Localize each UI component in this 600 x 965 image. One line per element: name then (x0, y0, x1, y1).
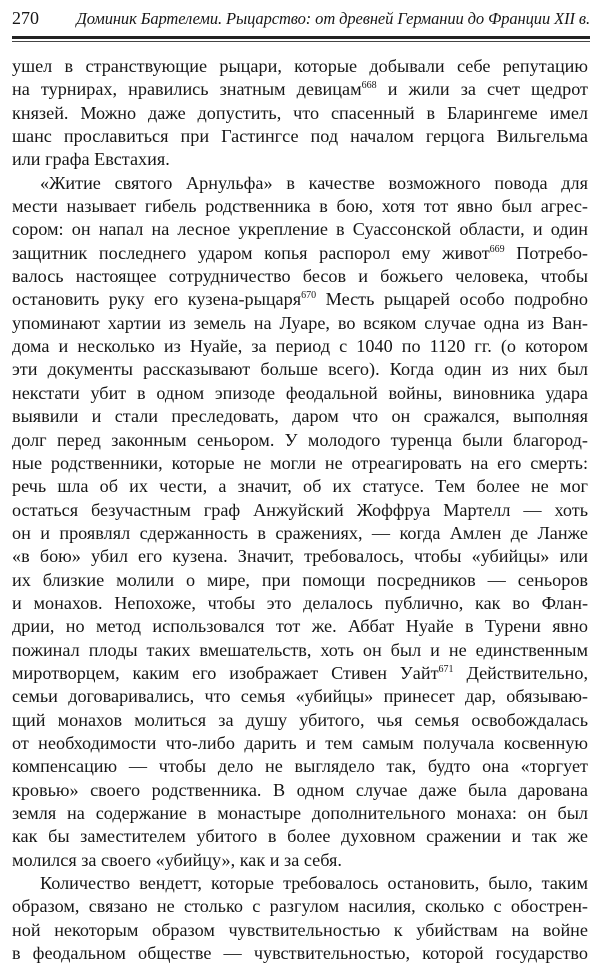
line-text: ной некоторым образом чувствительностью к убийствам на войне (12, 919, 588, 940)
line-text: их близкие молили о мире, при помощи посредников — сеньоров (12, 569, 588, 590)
line-text: в феодальном обществе — чувствительностью, которой государство (12, 943, 588, 964)
line-text: остановить руку его кузена-рыцаря (12, 289, 302, 310)
line-text: или графа Евстахия. (12, 149, 170, 170)
line-text: упоминают хартии из земель на Луаре, во всяком случае одна из Ван- (12, 312, 588, 333)
text-line (12, 685, 588, 708)
body-text (12, 55, 588, 965)
line-text: речь шла об их чести, а значит, об их статусе. Тем более не мог (12, 476, 588, 497)
line-text: щий монахов молиться за душу убитого, чья семья освобождалась (12, 709, 588, 730)
line-text-continued: и жили за счет щедрот (376, 79, 588, 100)
line-text: на турнирах, нравились знатным девицам (12, 79, 362, 100)
line-text-continued: Месть рыцарей особо подробно (316, 289, 588, 310)
text-line (12, 429, 588, 452)
text-line (12, 849, 588, 872)
text-line (12, 615, 588, 638)
text-line (12, 802, 588, 825)
line-text: Количество вендетт, которые требовалось остановить, было, таким (40, 873, 588, 894)
text-line (12, 218, 588, 241)
line-text: как бы заместителем убитого в более духовном сражении и так же (12, 826, 588, 847)
text-line (12, 732, 588, 755)
line-text: дома и несколько из Нуайе, за период с 1040 по 1120 гг. (о котором (12, 336, 588, 357)
text-line (12, 265, 588, 288)
line-text: от необходимости что-либо дарить и тем самым получала косвенную (12, 732, 588, 753)
line-text-continued: Действительно, (453, 662, 588, 683)
line-text: миротворцем, каким его изображает Стивен Уайт (12, 662, 439, 683)
line-text-continued: Потребо- (504, 242, 588, 263)
text-line (12, 195, 588, 218)
line-text: шанс прославиться при Гастингсе под началом герцога Вильгельма (12, 126, 588, 147)
text-line (12, 919, 588, 942)
text-line (12, 125, 588, 148)
line-text: пожинал плоды таких вмешательств, хоть он был и не единственным (12, 639, 588, 660)
text-line (12, 779, 588, 802)
line-text: дрии, но метод использовался тот же. Аббат Нуайе в Турени явно (12, 616, 588, 637)
footnote-ref: 670 (301, 290, 317, 302)
text-line (12, 709, 588, 732)
text-line (12, 452, 588, 475)
line-text: защитник последнего ударом копья распорол ему живот (12, 242, 490, 263)
text-line (12, 872, 588, 895)
text-line (12, 312, 588, 335)
text-line (12, 639, 588, 662)
line-text: князей. Можно даже допустить, что спасенный в Бларингеме имел (12, 102, 588, 123)
header-rule-thin (12, 41, 590, 42)
page-number: 270 (12, 8, 39, 28)
line-text: кровью» своего родственника. В одном случае даже была дарована (12, 779, 588, 800)
line-text: земля на содержание в монастыре дополнительного монаха: он был (12, 803, 588, 823)
line-text: «Житие святого Арнульфа» в качестве возможного повода для (40, 172, 588, 193)
line-text: долг перед законным сеньором. У молодого туренца были благород- (12, 429, 588, 450)
text-line (12, 545, 588, 568)
line-text: компенсацию — чтобы дело не выглядело так, будто она «торгует (12, 756, 588, 777)
line-text: и монахов. Непохоже, чтобы это делалось публично, как во Флан- (12, 592, 588, 613)
footnote-ref: 669 (489, 243, 505, 255)
page-header (12, 6, 590, 32)
text-line (12, 895, 588, 918)
line-text: он и проявлял сдержанность в сражениях, — когда Амлен де Ланже (12, 522, 588, 543)
text-line (12, 569, 588, 592)
text-line (12, 405, 588, 428)
line-text: валось настоящее сотрудничество бесов и божьего человека, чтобы (12, 266, 588, 287)
text-line (12, 148, 588, 171)
line-text: «в бою» убил его кузена. Значит, требовалось, чтобы «убийцы» или (12, 546, 588, 567)
text-line (12, 499, 588, 522)
text-line (12, 242, 588, 265)
text-line (12, 382, 588, 405)
text-line (12, 78, 588, 101)
text-line (12, 55, 588, 78)
line-text: ные родственники, которые не могли не отреагировать на его смерть: (12, 452, 588, 473)
line-text: остаться безучастным граф Анжуйский Жоффруа Мартелл — хоть (12, 499, 588, 520)
line-text: выявили и стали преследовать, даром что он сражался, выполняя (12, 406, 588, 427)
line-text: ушел в странствующие рыцари, которые добывали себе репутацию (12, 56, 588, 76)
running-title: Доминик Бартелеми. Рыцарство: от древней Германии до Франции XII в. (76, 9, 590, 28)
text-line (12, 755, 588, 778)
text-line (12, 102, 588, 125)
line-text: семьи договаривались, что семья «убийцы» принесет дар, обязываю- (12, 686, 588, 707)
text-line (12, 335, 588, 358)
text-line (12, 942, 588, 965)
text-line (12, 172, 588, 195)
text-line (12, 522, 588, 545)
text-line (12, 288, 588, 311)
line-text: образом, связано не столько с разгулом насилия, сколько с обострен- (12, 896, 588, 917)
line-text: мести называет гибель родственника в бою, хотя тот явно был агрес- (12, 196, 588, 217)
line-text: некстати убит в одном эпизоде феодальной войны, виновника удара (12, 382, 588, 403)
header-rule-thick (12, 36, 590, 39)
footnote-ref: 668 (361, 80, 377, 92)
text-line (12, 358, 588, 381)
text-line (12, 662, 588, 685)
text-line (12, 592, 588, 615)
line-text: молился за своего «убийцу», как и за себя. (12, 849, 342, 870)
line-text: сором: он напал на лесное укрепление в Суассонской области, и один (12, 219, 588, 240)
text-line (12, 825, 588, 848)
text-line (12, 475, 588, 498)
footnote-ref: 671 (438, 663, 454, 675)
line-text: эти документы рассказывают больше всего). Когда один из них был (12, 359, 588, 380)
